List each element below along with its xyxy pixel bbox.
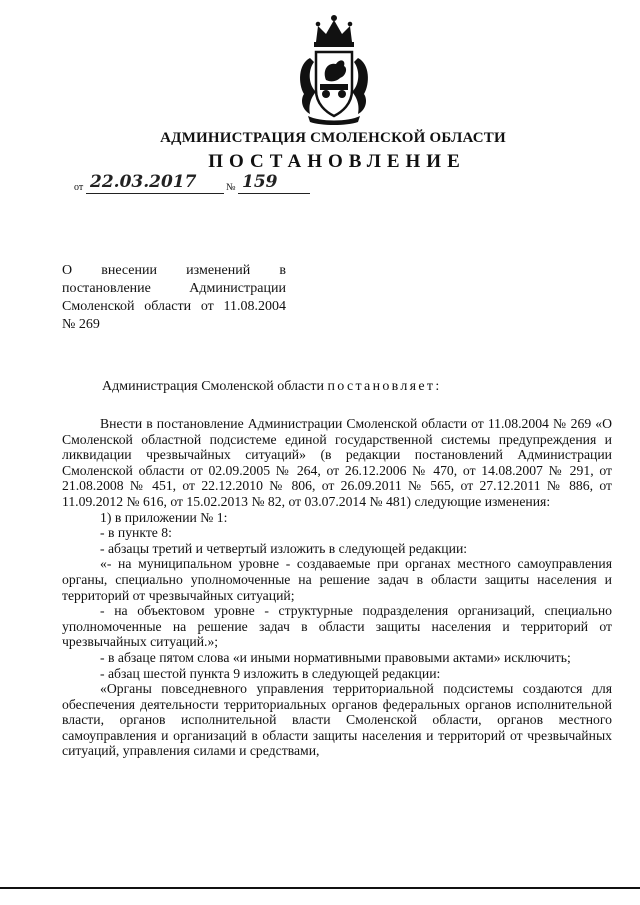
- decree-word: постановляет:: [327, 379, 442, 394]
- number-underline: [238, 193, 310, 194]
- number-value: 159: [242, 172, 278, 192]
- body-paragraph: - в абзаце пятом слова «и иными нормативными правовыми актами» исключить;: [100, 649, 571, 665]
- date-value: 22.03.2017: [90, 172, 197, 192]
- organization-title: АДМИНИСТРАЦИЯ СМОЛЕНСКОЙ ОБЛАСТИ: [160, 130, 506, 146]
- subject-line: постановление Администрации: [62, 281, 286, 296]
- preamble: [102, 378, 442, 396]
- coat-of-arms-icon: [296, 8, 372, 126]
- page-bottom-rule: [0, 887, 640, 889]
- body-paragraph: - абзацы третий и четвертый изложить в следующей редакции:: [100, 540, 468, 556]
- body-paragraph: - абзац шестой пункта 9 изложить в следующей редакции:: [100, 665, 441, 681]
- body-paragraph: «Органы повседневного управления территориальной подсистемы создаются для обеспечения деятельности территориальных органов федеральных органов исполнительной власти, органов исполнительной власти Смоленской области, органов местного самоуправления и организаций в области защиты населения и территорий от чрезвычайных ситуаций, управления силами и средствами,: [62, 681, 612, 759]
- subject-line: О внесении изменений в: [62, 263, 286, 278]
- date-prefix: от: [74, 182, 84, 193]
- number-prefix: №: [226, 182, 236, 193]
- body-paragraph: 1) в приложении № 1:: [100, 509, 228, 525]
- date-underline: [86, 193, 224, 194]
- subject-line: Смоленской области от 11.08.2004: [62, 299, 286, 314]
- document-type: ПОСТАНОВЛЕНИЕ: [208, 151, 466, 172]
- preamble-text: Администрация Смоленской области: [102, 379, 325, 394]
- body-paragraph: «- на муниципальном уровне - создаваемые при органах местного самоуправления органы, специально уполномоченные на решение задач в области защиты населения и территорий от чрезвычайных ситуаций;: [62, 556, 612, 603]
- body-paragraph: - на объектовом уровне - структурные подразделения организаций, специально уполномоченные на решение задач в области защиты населения и территорий от чрезвычайных ситуаций.»;: [62, 603, 612, 650]
- body-paragraph: Внести в постановление Администрации Смоленской области от 11.08.2004 № 269 «О Смоленской областной подсистеме единой государственной системы предупреждения и ликвидации чрезвычайных ситуаций» (в редакции постановлений Администрации Смоленской области от 02.09.2005 № 264, от 26.12.2006 № 470, от 14.08.2007 № 291, от 21.08.2008 № 451, от 22.12.2010 № 806, от 26.09.2011 № 565, от 27.12.2011 № 886, от 11.09.2012 № 616, от 15.02.2013 № 82, от 03.07.2014 № 481) следующие изменения:: [62, 416, 612, 509]
- document-subject: [62, 262, 286, 334]
- subject-line: № 269: [62, 317, 100, 332]
- document-body: [62, 416, 612, 759]
- body-paragraph: - в пункте 8:: [100, 525, 172, 541]
